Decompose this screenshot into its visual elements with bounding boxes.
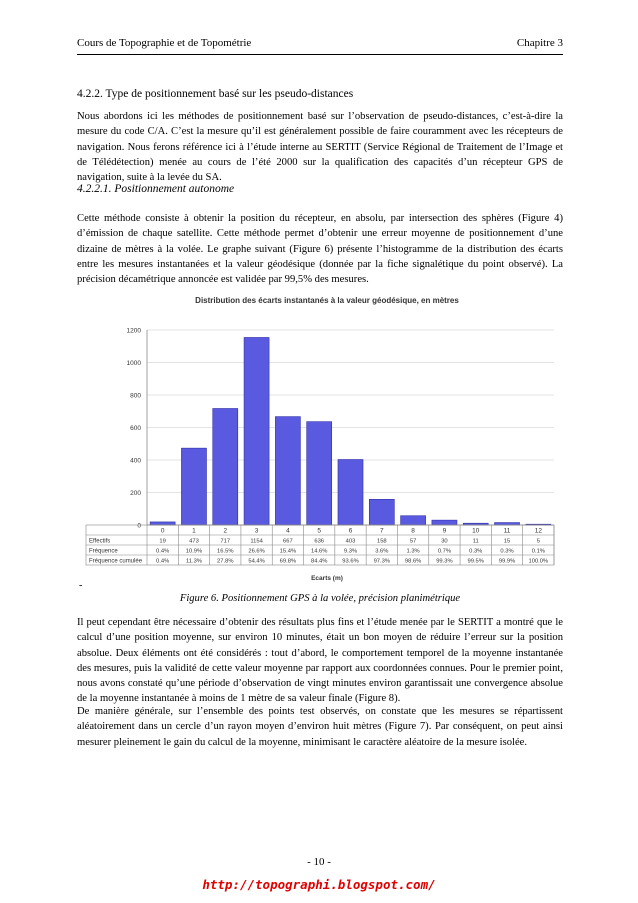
histogram-chart xyxy=(84,293,562,585)
chart-table-cell: 99.9% xyxy=(498,558,516,565)
chart-table-cell: 11 xyxy=(472,538,479,545)
chart-table-cell: 9.3% xyxy=(343,548,358,555)
chart-table-cell: 30 xyxy=(441,538,448,545)
chart-table-cell: 1.3% xyxy=(406,548,420,555)
chart-bar xyxy=(307,422,332,525)
chart-table-cell: 11.3% xyxy=(185,558,202,565)
chart-x-tick-label: 8 xyxy=(411,527,415,535)
subsection-title: 4.2.2.1. Positionnement autonome xyxy=(77,183,235,195)
chart-table-cell: 100.0% xyxy=(528,558,549,565)
chart-data-table xyxy=(86,522,554,565)
chart-table-row-label: Effectifs xyxy=(89,538,111,545)
chart-x-tick-label: 10 xyxy=(472,527,480,535)
chart-table-cell: 15 xyxy=(503,538,511,545)
chart-table-cell: 99.5% xyxy=(467,558,484,565)
chart-x-tick-label: 0 xyxy=(160,527,165,535)
chart-x-tick-label: 2 xyxy=(223,527,228,535)
chart-table-row-label: Fréquence cumulée xyxy=(89,558,143,565)
chart-title: Distribution des écarts instantanés à la valeur géodésique, en mètres xyxy=(195,296,459,305)
chart-table-cell: 403 xyxy=(345,538,356,545)
chart-table-row-label: Fréquence xyxy=(89,548,118,555)
header-chapter: Chapitre 3 xyxy=(516,37,563,49)
chart-x-tick-label: 9 xyxy=(442,527,447,535)
figure-caption: Figure 6. Positionnement GPS à la volée, précision planimétrique xyxy=(179,593,461,604)
page-header xyxy=(77,37,563,49)
chart-table-cell: 98.6% xyxy=(404,558,422,565)
header-course-title: Cours de Topographie et de Topométrie xyxy=(77,37,252,49)
chart-table-cell: 1154 xyxy=(250,538,263,545)
chart-x-tick-label: 6 xyxy=(348,527,353,535)
chart-y-tick-label: 1000 xyxy=(126,360,141,367)
chart-table-cell: 19 xyxy=(159,538,166,545)
chart-x-tick-label: 5 xyxy=(317,527,322,535)
chart-table-cell: 0.3% xyxy=(500,548,514,555)
chart-table-cell: 667 xyxy=(283,538,293,545)
chart-table-cell: 97.3% xyxy=(373,558,391,565)
chart-x-tick-label: 11 xyxy=(503,527,511,535)
chart-bar xyxy=(432,520,457,525)
chart-table-cell: 3.6% xyxy=(375,548,389,555)
chart-y-tick-label: 200 xyxy=(130,490,141,497)
chart-table-cell: 99.3% xyxy=(436,558,453,565)
chart-table-cell: 15.4% xyxy=(279,548,297,555)
histogram-figure xyxy=(84,293,562,585)
chart-table-cell: 5 xyxy=(536,538,540,545)
chart-bar xyxy=(401,516,426,525)
chart-y-tick-label: 400 xyxy=(130,457,141,465)
chart-table-cell: 473 xyxy=(189,538,199,545)
chart-bars xyxy=(150,337,551,525)
chart-table-cell: 93.6% xyxy=(342,558,359,565)
chart-x-axis-label: Ecarts (m) xyxy=(311,575,343,582)
paragraph-conclusion: De manière générale, sur l’ensemble des points test observés, on constate que les mesures se répartissent aléatoirement dans un cercle d’un rayon moyen d’environ huit mètres (Figure 7). Par conséquent, on peut ainsi mesurer pleinement le gain du calcul de la moyenne, minimisant le caractère aléatoire de la mesure isolée. xyxy=(77,706,563,748)
paragraph-average: Il peut cependant être nécessaire d’obtenir des résultats plus fins et l’étude menée par le SERTIT a montré que le calcul d’une position moyenne, sur environ 10 minutes, était un bon moyen de réduire l’erreur sur la position absolue. Deux éléments ont été considérés : tout d’abord, le comportement temporel de la moyenne instantanée des mesures, puis la validité de cette valeur moyenne par rapport aux coordonnées connues. Pour le premier point, nous avons constaté qu’une période d’observation de vingt minutes environ garantissait une convergence absolue de la moyenne instantanée à moins de 1 mètre de sa valeur finale (Figure 8). xyxy=(77,617,563,705)
chart-table-cell: 0.7% xyxy=(437,548,452,555)
chart-y-tick-label: 0 xyxy=(137,522,141,530)
chart-table-cell: 54.4% xyxy=(248,558,265,565)
chart-x-tick-label: 7 xyxy=(379,527,384,535)
chart-x-tick-label: 1 xyxy=(192,527,196,535)
paragraph-intro: Nous abordons ici les méthodes de positionnement basé sur l’observation de pseudo-distances, c’est-à-dire la mesure du code C/A. C’est la mesure qu’il est généralement possible de faire couramment avec les récepteurs de navigation. Nous ferons référence ici à l’étude interne au SERTIT (Service Régional de Traitement de l’Image et de Télédétection) menée au cours de l’été 2000 sur la qualification des capacités d’un récepteur GPS de navigation, suite à la levée du SA. xyxy=(77,111,563,184)
chart-table-cell: 57 xyxy=(409,538,417,545)
chart-table-cell: 10.9% xyxy=(185,548,203,555)
header-rule xyxy=(77,54,563,55)
chart-x-tick-label: 3 xyxy=(254,527,259,535)
chart-x-tick-label: 4 xyxy=(286,527,290,535)
chart-bar xyxy=(181,448,206,525)
chart-table-cell: 158 xyxy=(376,538,387,545)
page-number: - 10 - xyxy=(307,856,331,868)
chart-y-tick-label: 800 xyxy=(130,392,141,400)
chart-bar xyxy=(150,522,175,525)
chart-table-cell: 14.6% xyxy=(310,548,328,555)
chart-table-cell: 0.4% xyxy=(156,548,170,555)
chart-table-cell: 0.4% xyxy=(156,558,170,565)
chart-table-cell: 69.8% xyxy=(279,558,297,565)
chart-bar xyxy=(213,408,238,525)
chart-y-tick-label: 1200 xyxy=(126,327,141,335)
chart-bar xyxy=(369,499,394,525)
chart-table-cell: 636 xyxy=(314,538,325,545)
section-title: 4.2.2. Type de positionnement basé sur les pseudo-distances xyxy=(77,88,354,100)
chart-table-cell: 0.1% xyxy=(531,548,545,555)
chart-table-cell: 0.3% xyxy=(469,548,483,555)
chart-bar xyxy=(275,417,300,525)
chart-bar xyxy=(244,337,269,525)
chart-table-cell: 27.8% xyxy=(217,558,234,565)
stray-dash: - xyxy=(79,580,83,591)
footer-link[interactable]: http://topographi.blogspot.com/ xyxy=(202,877,436,892)
chart-table-cell: 26.6% xyxy=(248,548,265,555)
chart-table-cell: 717 xyxy=(220,538,231,545)
paragraph-method: Cette méthode consiste à obtenir la position du récepteur, en absolu, par intersection des sphères (Figure 4) d’émission de chaque satellite. Cette méthode permet d’obtenir une erreur moyenne de positionnement d’une dizaine de mètres à la volée. Le graphe suivant (Figure 6) présente l’histogramme de la distribution des écarts entre les mesures instantanées et la valeur géodésique (donnée par la fiche signalétique du point observé). La précision décamétrique annoncée est validée par 99,5% des mesures. xyxy=(77,213,563,286)
chart-x-tick-label: 12 xyxy=(534,527,542,535)
chart-y-tick-label: 600 xyxy=(130,425,141,432)
chart-table-cell: 16.5% xyxy=(217,548,234,555)
chart-bar xyxy=(338,460,363,525)
chart-table-cell: 84.4% xyxy=(310,558,328,565)
